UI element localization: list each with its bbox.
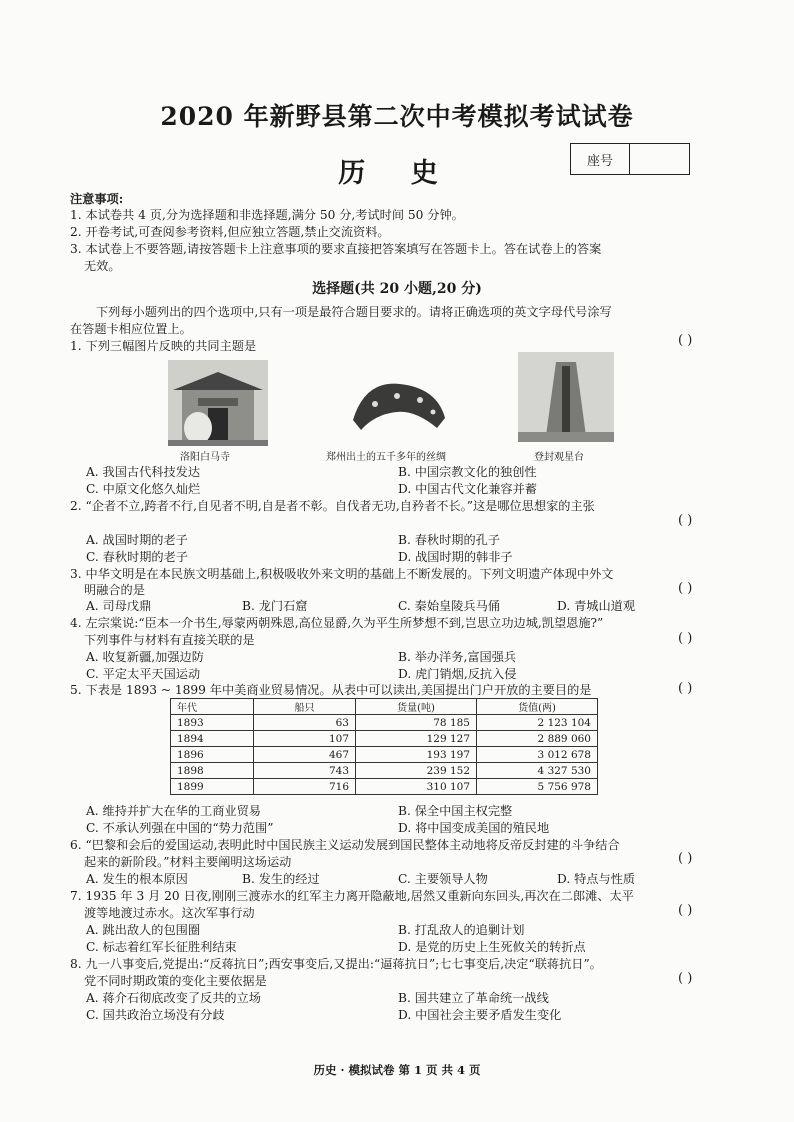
option: C. 中原文化悠久灿烂: [86, 482, 201, 496]
option: B. 春秋时期的孔子: [398, 533, 501, 547]
table-cell: 63: [254, 715, 356, 731]
subject-title: 历 史: [338, 158, 456, 189]
option: C. 秦始皇陵兵马俑: [398, 599, 500, 613]
exam-title: 2020 年新野县第二次中考模拟考试试卷: [160, 102, 634, 131]
question-8-stem: 8. 九一八事变后,党提出:“反蒋抗日”;西安事变后,又提出:“逼蒋抗日”;七七事变后,决定“联蒋抗日”。: [70, 957, 602, 971]
table-cell: 129 127: [356, 731, 477, 747]
answer-paren: ( ): [678, 581, 693, 596]
table-row: [171, 779, 598, 795]
table-cell: 4 327 530: [477, 763, 598, 779]
table-header: 货值(两): [477, 699, 598, 715]
table-cell: 1896: [171, 747, 254, 763]
answer-paren: ( ): [678, 513, 693, 528]
table-cell: 1894: [171, 731, 254, 747]
answer-paren: ( ): [678, 903, 693, 918]
option: B. 国共建立了革命统一战线: [398, 991, 549, 1005]
answer-paren: ( ): [678, 631, 693, 646]
question-7-stem: 7. 1935 年 3 月 20 日夜,刚刚三渡赤水的红军主力离开隐蔽地,居然又重新向东回头,再次在二郎滩、太平: [70, 889, 634, 903]
option: B. 龙门石窟: [242, 599, 308, 613]
question-5-stem: 5. 下表是 1893 ~ 1899 年中美商业贸易情况。从表中可以读出,美国提出门户开放的主要目的是: [70, 683, 592, 697]
option: A. 战国时期的老子: [86, 533, 188, 547]
option: D. 特点与性质: [557, 872, 636, 886]
option: A. 我国古代科技发达: [86, 465, 201, 479]
table-header: 年代: [171, 699, 254, 715]
note-item: 1. 本试卷共 4 页,分为选择题和非选择题,满分 50 分,考试时间 50 分钟。: [70, 208, 464, 222]
table-cell: 743: [254, 763, 356, 779]
option: D. 虎门销烟,反抗入侵: [398, 667, 517, 681]
option: D. 青城山道观: [557, 599, 636, 613]
option: A. 发生的根本原因: [86, 872, 188, 886]
option: A. 维持并扩大在华的工商业贸易: [86, 804, 261, 818]
table-header: 船只: [254, 699, 356, 715]
option: A. 蒋介石彻底改变了反共的立场: [86, 991, 261, 1005]
note-item: 3. 本试卷上不要答题,请按答题卡上注意事项的要求直接把答案填写在答题卡上。答在试卷上的答案: [70, 242, 602, 256]
option: C. 标志着红军长征胜利结束: [86, 940, 237, 954]
option: C. 国共政治立场没有分歧: [86, 1008, 225, 1022]
table-row: [171, 763, 598, 779]
question-2-stem: 2. “企者不立,跨者不行,自见者不明,自是者不彰。自伐者无功,自矜者不长。”这是哪位思想家的主张: [70, 499, 595, 513]
table-header: 货量(吨): [356, 699, 477, 715]
table-row: [171, 731, 598, 747]
option: C. 不承认列强在中国的“势力范围”: [86, 821, 274, 835]
table-cell: 716: [254, 779, 356, 795]
image-caption: 郑州出土的五千多年的丝绸: [326, 452, 446, 463]
image-caption: 洛阳白马寺: [180, 452, 230, 463]
table-cell: 78 185: [356, 715, 477, 731]
table-cell: 1899: [171, 779, 254, 795]
seat-number-box: [570, 143, 690, 175]
section-intro: 在答题卡相应位置上。: [70, 322, 192, 336]
option: D. 将中国变成美国的殖民地: [398, 821, 550, 835]
note-item: 无效。: [84, 259, 121, 273]
table-row: [171, 715, 598, 731]
table-cell: 1893: [171, 715, 254, 731]
option: A. 跳出敌人的包围圈: [86, 923, 201, 937]
table-cell: 193 197: [356, 747, 477, 763]
question-3-stem: 明融合的是: [84, 583, 145, 597]
question-4-stem: 4. 左宗棠说:“臣本一介书生,辱蒙两朝殊恩,高位显爵,久为平生所梦想不到,岂思立功边城,凯望恩施?”: [70, 616, 604, 630]
table-cell: 239 152: [356, 763, 477, 779]
answer-paren: ( ): [678, 333, 693, 348]
table-cell: 2 123 104: [477, 715, 598, 731]
image-caption: 登封观星台: [534, 452, 584, 463]
table-cell: 107: [254, 731, 356, 747]
answer-paren: ( ): [678, 971, 693, 986]
option: C. 平定太平天国运动: [86, 667, 201, 681]
option: A. 司母戊鼎: [86, 599, 152, 613]
table-cell: 3 012 678: [477, 747, 598, 763]
dengfeng-observatory-photo: [518, 352, 614, 442]
option: C. 主要领导人物: [398, 872, 488, 886]
table-cell: 1898: [171, 763, 254, 779]
question-3-stem: 3. 中华文明是在本民族文明基础上,积极吸收外来文明的基础上不断发展的。下列文明遗产体现中外文: [70, 567, 614, 581]
option: B. 举办洋务,富国强兵: [398, 650, 517, 664]
question-6-stem: 起来的新阶段。”材料主要阐明这场运动: [84, 855, 292, 869]
trade-table: [170, 698, 598, 795]
table-header-row: [171, 699, 598, 715]
table-cell: 310 107: [356, 779, 477, 795]
seat-label: 座号: [571, 144, 630, 174]
table-cell: 2 889 060: [477, 731, 598, 747]
seat-number-field: [630, 144, 689, 174]
option: D. 是党的历史上生死攸关的转折点: [398, 940, 586, 954]
option: D. 战国时期的韩非子: [398, 550, 513, 564]
answer-paren: ( ): [678, 681, 693, 696]
page-footer: 历史 · 模拟试卷 第 1 页 共 4 页: [313, 1063, 481, 1077]
table-cell: 467: [254, 747, 356, 763]
notes-heading: 注意事项:: [70, 192, 124, 206]
option: D. 中国社会主要矛盾发生变化: [398, 1008, 562, 1022]
option: C. 春秋时期的老子: [86, 550, 188, 564]
option: D. 中国古代文化兼容并蓄: [398, 482, 537, 496]
option: A. 收复新疆,加强边防: [86, 650, 204, 664]
baima-temple-photo: [168, 360, 268, 446]
section-intro: 下列每小题列出的四个选项中,只有一项是最符合题目要求的。请将正确选项的英文字母代号涂写: [96, 305, 612, 319]
option: B. 保全中国主权完整: [398, 804, 513, 818]
question-4-stem: 下列事件与材料有直接关联的是: [84, 633, 255, 647]
question-7-stem: 渡等地渡过赤水。这次军事行动: [84, 906, 255, 920]
option: B. 打乱敌人的追剿计划: [398, 923, 525, 937]
table-row: [171, 747, 598, 763]
silk-relic-photo: [345, 370, 451, 438]
option: B. 发生的经过: [242, 872, 320, 886]
question-1-stem: 1. 下列三幅图片反映的共同主题是: [70, 339, 257, 353]
answer-paren: ( ): [678, 851, 693, 866]
question-6-stem: 6. “巴黎和会后的爱国运动,表明此时中国民族主义运动发展到国民整体主动地将反帝反封建的斗争结合: [70, 838, 620, 852]
table-cell: 5 756 978: [477, 779, 598, 795]
option: B. 中国宗教文化的独创性: [398, 465, 537, 479]
note-item: 2. 开卷考试,可查阅参考资料,但应独立答题,禁止交流资料。: [70, 225, 390, 239]
question-8-stem: 党不同时期政策的变化主要依据是: [84, 974, 267, 988]
section-title: 选择题(共 20 小题,20 分): [312, 281, 482, 297]
